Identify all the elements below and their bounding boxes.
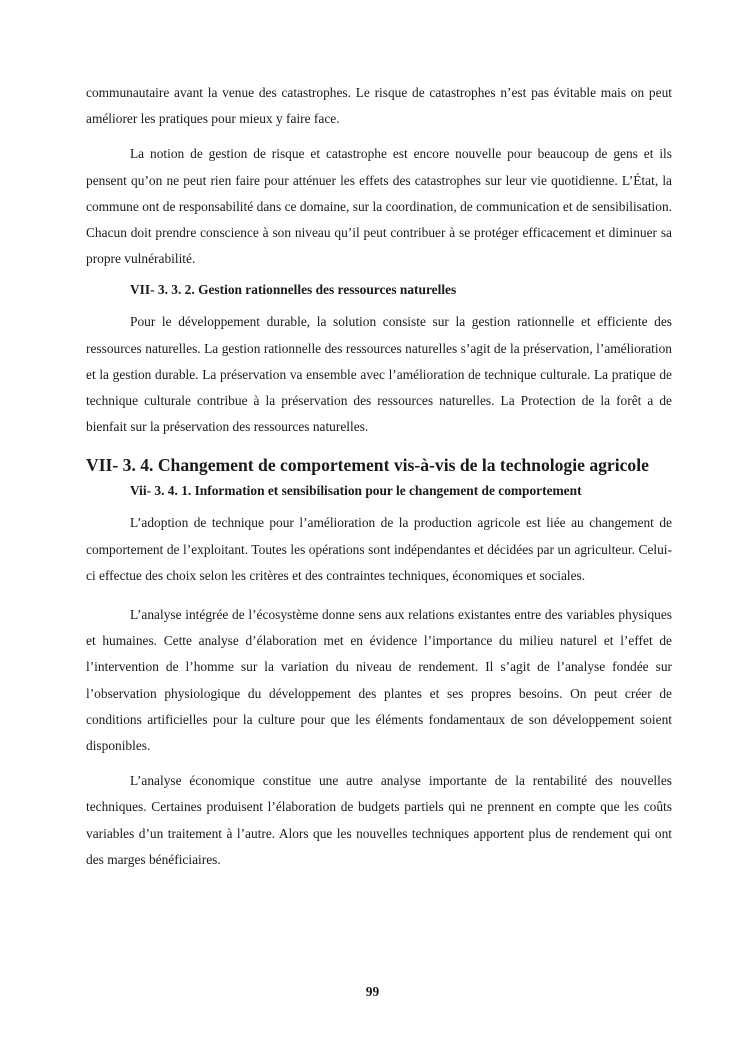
page-body [86,80,672,873]
paragraph-sustainable-development: Pour le développement durable, la solution consiste sur la gestion rationnelle et efficiente des ressources naturelles. La gestion rationnelle des ressources naturelles s’agit de la préservation, l’amélioration et la gestion durable. La préservation va ensemble avec l’amélioration de technique culturale. La pratique de technique culturale contribue à la préservation des ressources naturelles. La Protection de la forêt a de bienfait sur la préservation des ressources naturelles. [86,314,672,435]
paragraph-ecosystem-analysis: L’analyse intégrée de l’écosystème donne sens aux relations existantes entre des variables physiques et humaines. Cette analyse d’élaboration met en évidence l’importance du milieu naturel et l’effet de l’intervention de l’homme sur la variation du niveau de rendement. Il s’agit de l’analyse fondée sur l’observation physiologique du développement des plantes et ses propres besoins. On peut créer de conditions artificielles pour la culture pour que les éléments fondamentaux de son développement soient disponibles. [86,607,672,754]
paragraph-risk-management: La notion de gestion de risque et catastrophe est encore nouvelle pour beaucoup de gens et ils pensent qu’on ne peut rien faire pour atténuer les effets des catastrophes sur leur vie quotidienne. L’État, la commune ont de responsabilité dans ce domaine, sur la coordination, de communication et de sensibilisation. Chacun doit prendre conscience à son niveau qu’il peut contribuer à se protéger efficacement et diminuer sa propre vulnérabilité. [86,146,672,267]
paragraph-technique-adoption: L’adoption de technique pour l’amélioration de la production agricole est liée au changement de comportement de l’exploitant. Toutes les opérations sont indépendantes et décidées par un agriculteur. Celui-ci effectue des choix selon les critères et des contraintes techniques, économiques et sociales. [86,515,672,583]
heading-natural-resources: VII- 3. 3. 2. Gestion rationnelles des ressources naturelles [130,282,457,298]
paragraph-continuation: communautaire avant la venue des catastrophes. Le risque de catastrophes n’est pas évitable mais on peut améliorer les pratiques pour mieux y faire face. [86,85,672,127]
heading-information-awareness: Vii- 3. 4. 1. Information et sensibilisation pour le changement de comportement [130,483,582,499]
page-number: 99 [365,984,380,999]
heading-behavior-change: VII- 3. 4. Changement de comportement vis-à-vis de la technologie agricole [86,455,649,476]
paragraph-economic-analysis: L’analyse économique constitue une autre analyse importante de la rentabilité des nouvelles techniques. Certaines produisent l’élaboration de budgets partiels qui ne prennent en compte que les coûts variables d’un traitement à l’autre. Alors que les nouvelles techniques apportent plus de rendement qui ont des marges bénéficiaires. [86,773,672,867]
